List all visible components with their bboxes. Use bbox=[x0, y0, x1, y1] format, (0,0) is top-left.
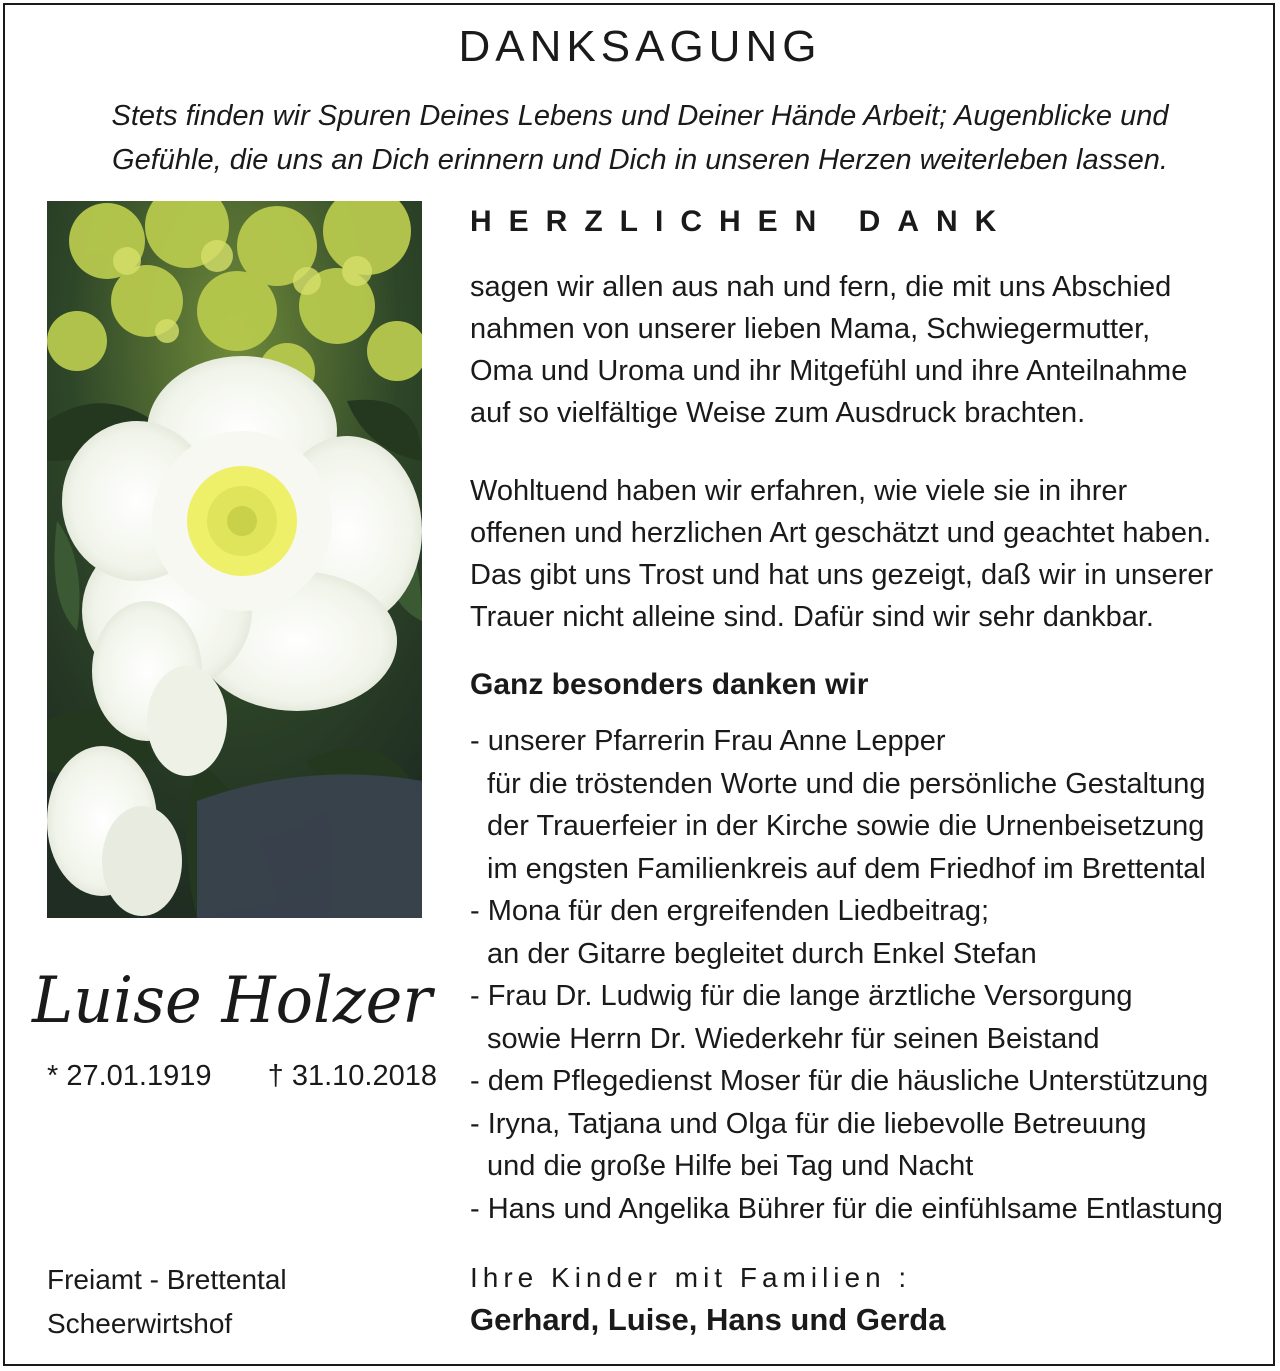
list-item-line: - Hans und Angelika Bührer für die einfühlsame Entlastung bbox=[470, 1192, 1223, 1225]
flower-illustration bbox=[47, 201, 422, 918]
special-thanks-list bbox=[470, 720, 1223, 1230]
list-item-line: - Frau Dr. Ludwig für die lange ärztliche Versorgung bbox=[470, 980, 1133, 1012]
list-item bbox=[470, 1060, 1223, 1103]
list-item-line: - unserer Pfarrerin Frau Anne Lepper bbox=[470, 725, 946, 757]
location-line: Scheerwirtshof bbox=[47, 1308, 233, 1339]
paragraph-line: Wohltuend haben wir erfahren, wie viele sie in ihrer bbox=[470, 475, 1128, 507]
list-item-line: - dem Pflegedienst Moser für die häusliche Unterstützung bbox=[470, 1065, 1209, 1097]
list-item-line: - Iryna, Tatjana und Olga für die liebevolle Betreuung bbox=[470, 1107, 1147, 1140]
heading-herzlichen-dank: HERZLICHEN DANK bbox=[470, 205, 1014, 238]
list-item-line: sowie Herrn Dr. Wiederkehr für seinen Beistand bbox=[487, 1022, 1100, 1055]
paragraph-line: Das gibt uns Trost und hat uns gezeigt, daß wir in unserer bbox=[470, 559, 1214, 591]
flower-photo bbox=[47, 201, 422, 918]
paragraph-line: Trauer nicht alleine sind. Dafür sind wir sehr dankbar. bbox=[470, 601, 1154, 633]
motto-line: Stets finden wir Spuren Deines Lebens und Deiner Hände Arbeit; Augenblicke und bbox=[111, 100, 1169, 132]
list-item bbox=[470, 720, 1223, 890]
list-item bbox=[470, 975, 1223, 1060]
paragraph-comfort bbox=[470, 470, 1213, 638]
paragraph-line: offenen und herzlichen Art geschätzt und geachtet haben. bbox=[470, 517, 1212, 549]
life-dates bbox=[47, 1060, 437, 1093]
list-item-line: und die große Hilfe bei Tag und Nacht bbox=[487, 1150, 974, 1182]
list-item-line: für die tröstenden Worte und die persönliche Gestaltung bbox=[487, 767, 1206, 800]
list-item-line: im engsten Familienkreis auf dem Friedhof im Brettental bbox=[487, 852, 1206, 885]
list-item-line: an der Gitarre begleitet durch Enkel Stefan bbox=[487, 937, 1037, 970]
location-line: Freiamt - Brettental bbox=[47, 1264, 287, 1295]
birth-date: * 27.01.1919 bbox=[47, 1060, 212, 1092]
notice-title: DANKSAGUNG bbox=[458, 22, 822, 71]
location-block bbox=[47, 1258, 287, 1346]
list-item-line: der Trauerfeier in der Kirche sowie die Urnenbeisetzung bbox=[487, 810, 1205, 842]
paragraph-thanks bbox=[470, 266, 1187, 434]
paragraph-line: auf so vielfältige Weise zum Ausdruck brachten. bbox=[470, 397, 1086, 429]
motto-quote bbox=[0, 94, 1280, 182]
paragraph-line: sagen wir allen aus nah und fern, die mit uns Abschied bbox=[470, 271, 1172, 303]
list-item bbox=[470, 890, 1223, 975]
motto-line: Gefühle, die uns an Dich erinnern und Dich in unseren Herzen weiterleben lassen. bbox=[112, 144, 1168, 176]
deceased-name: Luise Holzer bbox=[31, 964, 436, 1038]
death-date: † 31.10.2018 bbox=[267, 1060, 437, 1092]
signature-label: Ihre Kinder mit Familien : bbox=[470, 1262, 912, 1293]
deceased-name-signature bbox=[24, 944, 444, 1054]
list-item bbox=[470, 1103, 1223, 1188]
paragraph-line: Oma und Uroma und ihr Mitgefühl und ihre Anteilnahme bbox=[470, 355, 1188, 387]
signature-names: Gerhard, Luise, Hans und Gerda bbox=[470, 1302, 946, 1337]
list-item bbox=[470, 1188, 1223, 1231]
paragraph-line: nahmen von unserer lieben Mama, Schwiegermutter, bbox=[470, 313, 1151, 345]
special-thanks-heading: Ganz besonders danken wir bbox=[470, 668, 869, 701]
list-item-line: - Mona für den ergreifenden Liedbeitrag; bbox=[470, 895, 990, 927]
